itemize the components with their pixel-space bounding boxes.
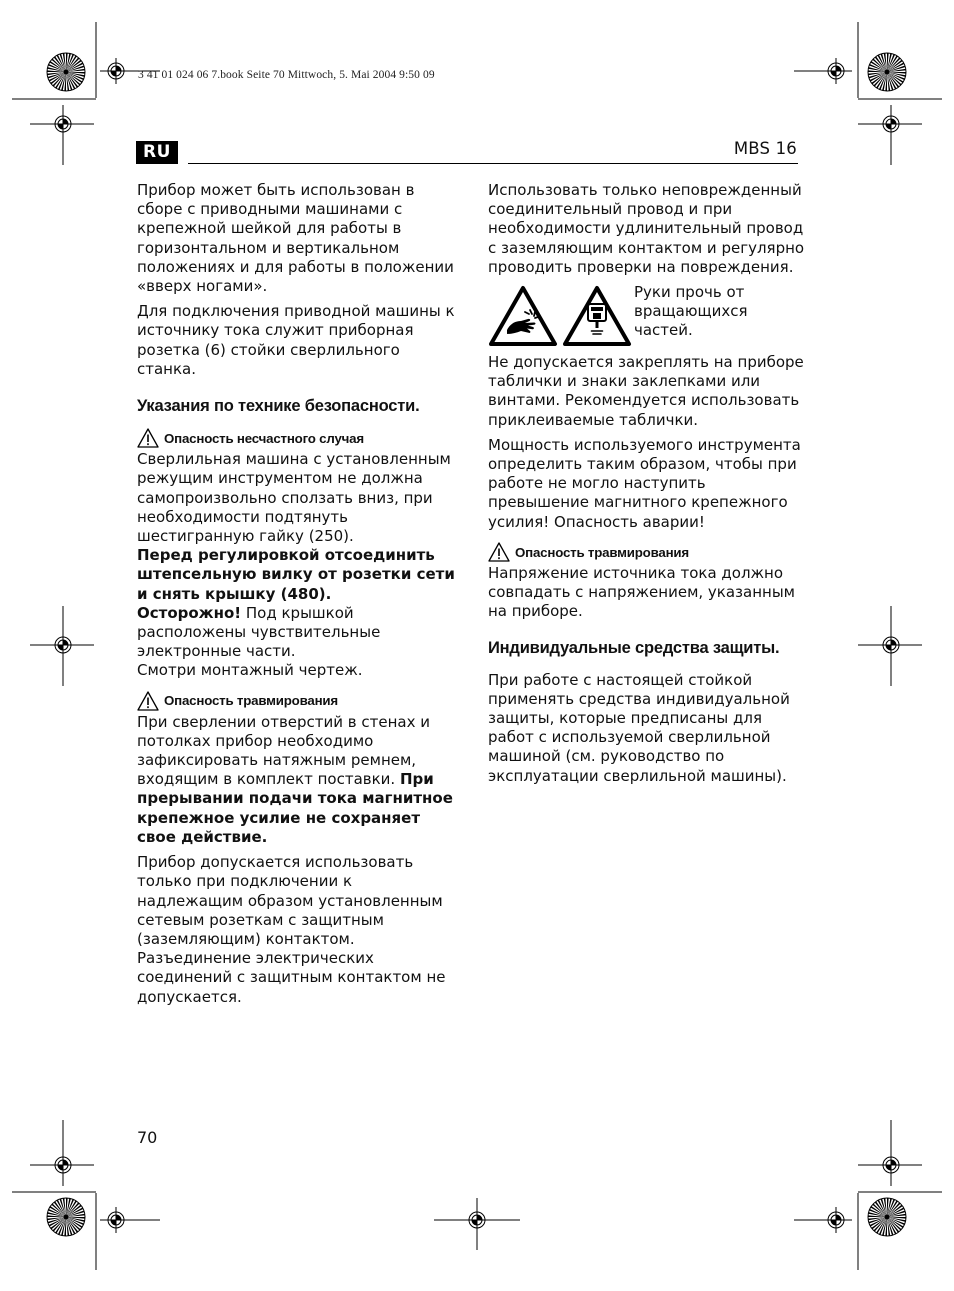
strap-paragraph xyxy=(137,713,457,847)
warning-heading-accident xyxy=(137,428,457,448)
star-target-icon xyxy=(47,53,85,91)
registration-mark-icon xyxy=(464,1207,490,1233)
model-name: MBS 16 xyxy=(733,139,797,158)
ppe-heading: Индивидуальные средства защиты. xyxy=(488,639,780,658)
warning-text: Сверлильная машина с установленным режущим инструментом не должна самопроизвольно сползать вниз, при необходимости подтянуть шестигранную гайку (250). xyxy=(137,450,451,546)
registration-mark-icon xyxy=(103,58,129,84)
star-target-icon xyxy=(868,53,906,91)
voltage-paragraph: Напряжение источника тока должно совпадать с напряжением, указанным на приборе. xyxy=(488,563,795,621)
page-number: 70 xyxy=(137,1128,158,1147)
cable-paragraph: Использовать только неповрежденный соединительный провод и при необходимости удлинительный провод с заземляющим контактом и регулярно проводить проверки на повреждения. xyxy=(488,181,805,276)
unplug-instruction: Перед регулировкой отсоединить штепсельную вилку от розетки сети и снять крышку (480). xyxy=(137,546,455,603)
registration-mark-icon xyxy=(878,111,904,137)
see-drawing-text: Смотри монтажный чертеж. xyxy=(137,661,363,680)
power-paragraph: Мощность используемого инструмента определить таким образом, чтобы при работе не могло наступить превышение магнитного крепежного усилия! Опасность аварии! xyxy=(488,435,801,531)
ppe-paragraph: При работе с настоящей стойкой применять средства индивидуальной защиты, которые предписаны для работ с используемой сверлильной машиной (см. руководство по эксплуатации сверлильной машины). xyxy=(488,670,790,785)
rotating-parts-icon xyxy=(562,285,632,347)
hands-off-text: Руки прочь от вращающихся частей. xyxy=(634,283,748,340)
registration-mark-icon xyxy=(50,1152,76,1178)
registration-mark-icon xyxy=(823,58,849,84)
warning-heading-injury xyxy=(488,542,806,562)
warning-title: Опасность травмирования xyxy=(515,544,689,560)
socket-paragraph: Для подключения приводной машины к источнику тока служит приборная розетка (6) стойки сверлильного станка. xyxy=(137,302,455,378)
right-column xyxy=(488,181,806,792)
header-rule xyxy=(188,163,798,164)
registration-mark-icon xyxy=(50,111,76,137)
caution-paragraph xyxy=(137,604,457,662)
caution-label: Осторожно! xyxy=(137,603,242,622)
registration-mark-icon xyxy=(878,632,904,658)
safety-heading: Указания по технике безопасности. xyxy=(137,397,420,416)
left-column xyxy=(137,181,457,1013)
warning-heading-injury xyxy=(137,691,457,711)
language-badge: RU xyxy=(136,141,178,164)
power-loss-warning: При прерывании подачи тока магнитное крепежное усилие не сохраняет свое действие. xyxy=(137,770,453,846)
intro-paragraph: Прибор может быть использован в сборе с приводными машинами с крепежной шейкой для работы в горизонтальном и вертикальном положениях и для работы в положении «вверх ногами». xyxy=(137,181,454,296)
labels-paragraph: Не допускается закреплять на приборе таблички и знаки заклепками или винтами. Рекомендуется использовать приклеиваемые таблички. xyxy=(488,353,804,429)
star-target-icon xyxy=(868,1198,906,1236)
caution-text: Под крышкой расположены чувствительные электронные части. xyxy=(137,603,381,661)
registration-mark-icon xyxy=(50,632,76,658)
print-slug: 3 41 01 024 06 7.book Seite 70 Mittwoch, 5. Mai 2004 9:50 09 xyxy=(138,69,435,81)
warning-triangle-icon xyxy=(137,428,159,448)
hands-off-block xyxy=(488,283,806,347)
grounding-paragraph: Прибор допускается использовать только при подключении к надлежащим образом установленным сетевым розеткам с защитным (заземляющим) контактом. Разъединение электрических соединений с защитным контактом не допускается. xyxy=(137,853,446,1006)
hand-hazard-icon xyxy=(488,285,558,347)
warning-title: Опасность несчастного случая xyxy=(164,431,364,447)
registration-mark-icon xyxy=(878,1152,904,1178)
registration-mark-icon xyxy=(823,1207,849,1233)
warning-triangle-icon xyxy=(137,691,159,711)
warning-triangle-icon xyxy=(488,542,510,562)
registration-mark-icon xyxy=(103,1207,129,1233)
warning-title: Опасность травмирования xyxy=(164,693,338,709)
star-target-icon xyxy=(47,1198,85,1236)
strap-text: При сверлении отверстий в стенах и потолках прибор необходимо зафиксировать натяжным ремнем, входящим в комплект поставки. xyxy=(137,712,431,789)
